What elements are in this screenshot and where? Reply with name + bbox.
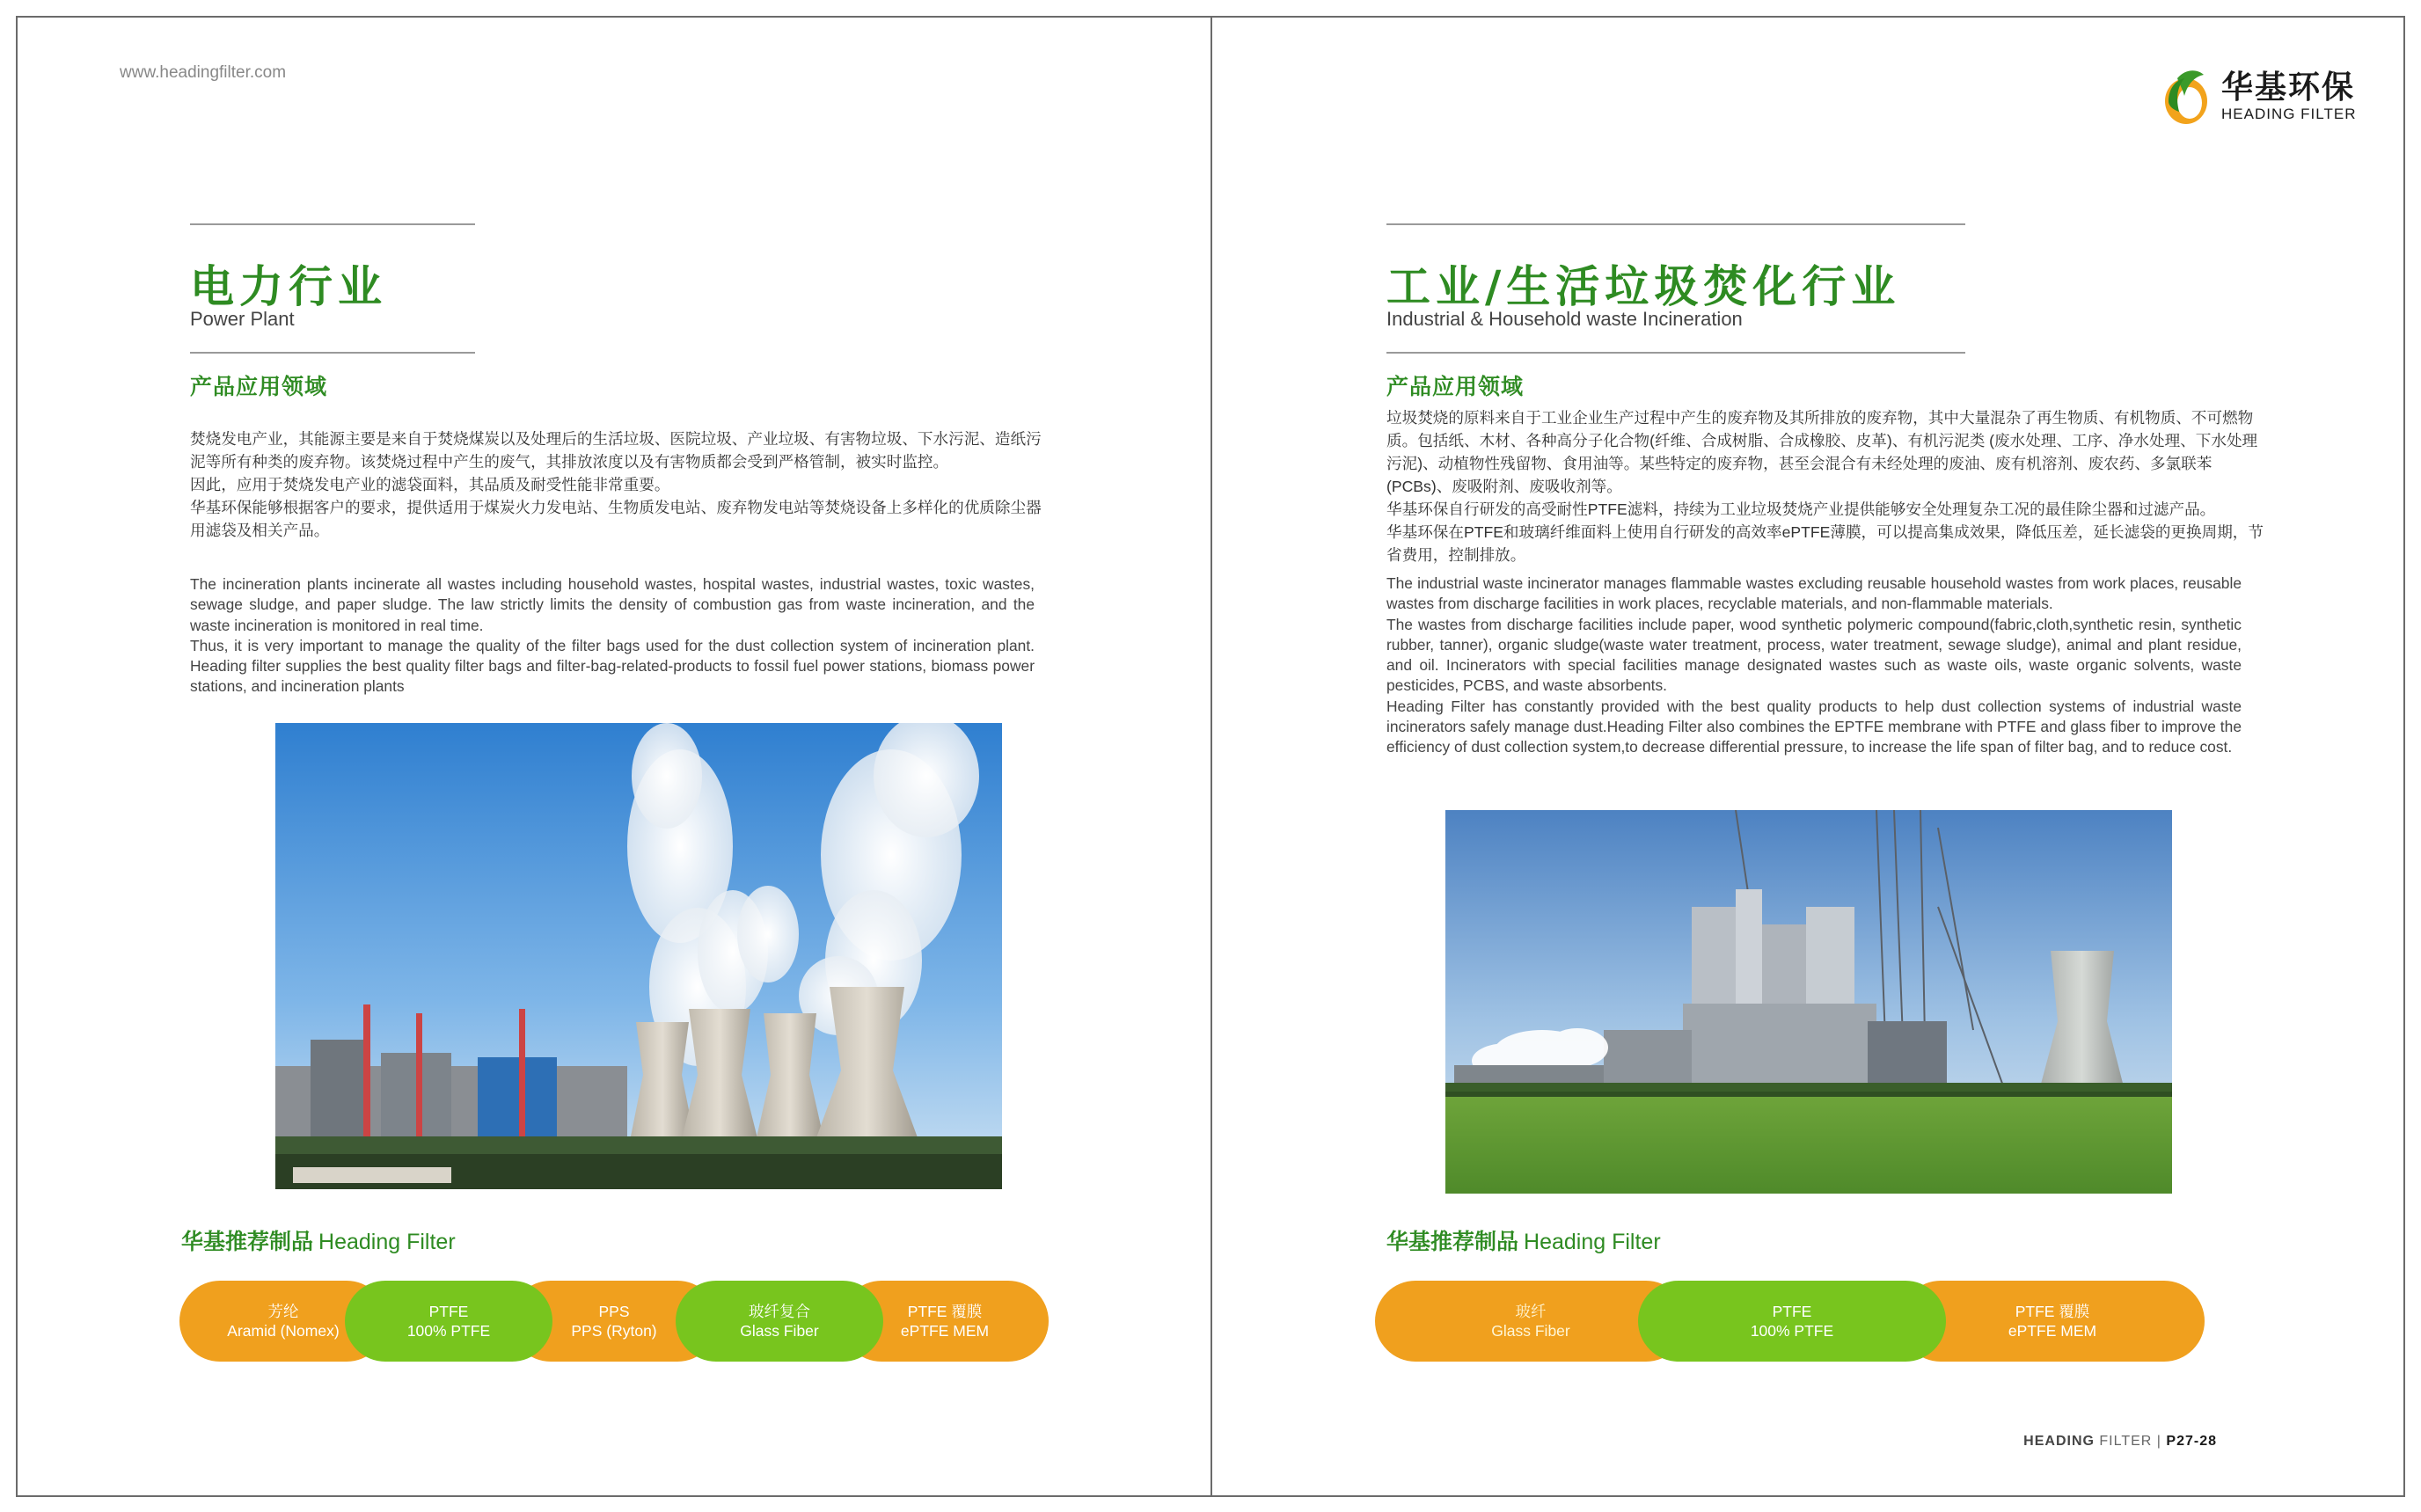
page-spine: [1210, 16, 1212, 1497]
section-heading: 产品应用领域: [190, 374, 328, 399]
product-name-cn: PTFE 覆膜: [907, 1303, 983, 1320]
website-url[interactable]: www.headingfilter.com: [120, 63, 287, 82]
product-pill-ptfe[interactable]: [345, 1281, 552, 1362]
footer-brand-2: FILTER: [2099, 1434, 2153, 1449]
product-name-cn: 玻纤复合: [749, 1303, 810, 1320]
page-title-cn: 电力行业: [190, 260, 387, 312]
heading-filter-leaf-logo-icon: [2160, 66, 2213, 128]
paragraph-cn: 焚烧发电产业，其能源主要是来自于焚烧煤炭以及处理后的生活垃圾、医院垃圾、产业垃圾、有害物垃圾、下水污泥、造纸污泥等所有种类的废弃物。该焚烧过程中产生的废气，其排放浓度以及有害物质都会受到严格管制，被实时监控。: [190, 430, 1042, 471]
product-name-cn: PTFE 覆膜: [2015, 1303, 2090, 1320]
page-number: P27-28: [2166, 1434, 2217, 1449]
title-bottom-rule: [1386, 352, 1965, 354]
product-pill-glass-fiber[interactable]: [676, 1281, 883, 1362]
product-name-en: Glass Fiber: [740, 1322, 819, 1340]
paragraph-en: The wastes from discharge facilities include paper, wood synthetic polymeric compound(fabric,cloth,synthetic resin, synthetic rubber, tanner), organic sludge(waste water treatment, process, water treatment, sewage sludge), animal and plant residue, and oil. Incinerators with special facilities manage designated wastes such as waste oils, waste organic solvents, waste pesticides, PCBS, and waste absorbents.: [1386, 615, 2242, 695]
logo-name-cn: 华基环保: [2221, 69, 2356, 106]
product-name-en: ePTFE MEM: [2008, 1322, 2097, 1340]
paragraph-en: Heading Filter has constantly provided with the best quality products to help dust collection systems of industrial waste incinerators safely manage dust.Heading Filter also combines the EPTFE membrane with PTFE and glass fiber to improve the efficiency of dust collection system,to decrease differential pressure, to increase the life span of filter bag, and to reduce cost.: [1386, 697, 2242, 756]
recommended-products-heading: [1386, 1224, 1661, 1256]
recommended-label-en: Heading Filter: [1524, 1230, 1661, 1254]
product-name-en: ePTFE MEM: [900, 1322, 990, 1340]
power-plant-photo: [275, 723, 1002, 1189]
title-top-rule: [1386, 223, 1965, 225]
title-bottom-rule: [190, 352, 475, 354]
paragraph-en: The industrial waste incinerator manages flammable wastes excluding reusable household wastes from work places, reusable wastes from discharge facilities in work places, recyclable materials, and non-flammable materials.: [1386, 574, 2242, 613]
product-pill-ptfe[interactable]: [1638, 1281, 1946, 1362]
company-logo[interactable]: [2160, 62, 2356, 132]
incineration-plant-photo: [1445, 810, 2172, 1194]
product-name-en: Glass Fiber: [1491, 1322, 1570, 1340]
page-title-en: Industrial & Household waste Incineration: [1386, 308, 1743, 330]
footer-separator: |: [2156, 1434, 2161, 1449]
product-name-cn: PPS: [598, 1303, 630, 1320]
product-name-cn: 芳纶: [267, 1303, 299, 1320]
product-name-cn: 玻纤: [1515, 1303, 1547, 1320]
product-name-en: 100% PTFE: [406, 1322, 491, 1340]
product-name-en: Aramid (Nomex): [227, 1322, 340, 1340]
page-title-en: Power Plant: [190, 308, 295, 330]
paragraph-cn: 华基环保自行研发的高受耐性PTFE滤料，持续为工业垃圾焚烧产业提供能够安全处理复杂工况的最佳除尘器和过滤产品。: [1386, 500, 2216, 518]
paragraph-en: Thus, it is very important to manage the quality of the filter bags used for the dust collection system of incineration plant. Heading filter supplies the best quality filter bags and filter-bag-related-products to fossil fuel power stations, biomass power stations, and incineration plants: [190, 636, 1035, 696]
paragraph-cn: 华基环保能够根据客户的要求，提供适用于煤炭火力发电站、生物质发电站、废弃物发电站等焚烧设备上多样化的优质除尘器用滤袋及相关产品。: [190, 499, 1042, 539]
body-text-cn: [1386, 406, 2266, 566]
logo-name-en: HEADING FILTER: [2221, 106, 2357, 122]
paragraph-cn: 因此，应用于焚烧发电产业的滤袋面料，其品质及耐受性能非常重要。: [190, 476, 670, 493]
body-text-en: [1386, 573, 2242, 758]
product-name-cn: PTFE: [1772, 1303, 1812, 1320]
body-text-cn: [190, 427, 1042, 542]
paragraph-cn: 垃圾焚烧的原料来自于工业企业生产过程中产生的废弃物及其所排放的废弃物，其中大量混杂了再生物质、有机物质、不可燃物质。包括纸、木材、各种高分子化合物(纤维、合成树脂、合成橡胶、皮革)、有机污泥类 (废水处理、工序、净水处理、下水处理污泥)、动植物性残留物、食用油等。某些特定的废弃物，甚至会混合有未经处理的废油、废有机溶剂、废农药、多氯联苯(PCBs)、废吸附剂、废吸收剂等。: [1386, 409, 2258, 495]
product-name-cn: PTFE: [428, 1303, 469, 1320]
title-top-rule: [190, 223, 475, 225]
paragraph-cn: 华基环保在PTFE和玻璃纤维面料上使用自行研发的高效率ePTFE薄膜，可以提高集成效果，降低压差，延长滤袋的更换周期，节省费用，控制排放。: [1386, 523, 2264, 564]
paragraph-en: The incineration plants incinerate all wastes including household wastes, hospital wastes, industrial wastes, toxic wastes, sewage sludge, and paper sludge. The law strictly limits the density of combustion gas from waste incineration, and the waste incineration is monitored in real time.: [190, 575, 1035, 634]
page-footer: [2023, 1434, 2217, 1450]
page-title-cn: 工业/生活垃圾焚化行业: [1386, 260, 1901, 312]
recommended-label-cn: 华基推荐制品: [181, 1229, 314, 1254]
recommended-label-cn: 华基推荐制品: [1386, 1229, 1519, 1254]
product-name-en: PPS (Ryton): [571, 1322, 657, 1340]
body-text-en: [190, 574, 1035, 698]
product-name-en: 100% PTFE: [1750, 1322, 1834, 1340]
section-heading: 产品应用领域: [1386, 374, 1525, 399]
footer-brand: HEADING: [2023, 1434, 2095, 1449]
recommended-label-en: Heading Filter: [318, 1230, 456, 1254]
recommended-products-heading: [181, 1224, 456, 1256]
